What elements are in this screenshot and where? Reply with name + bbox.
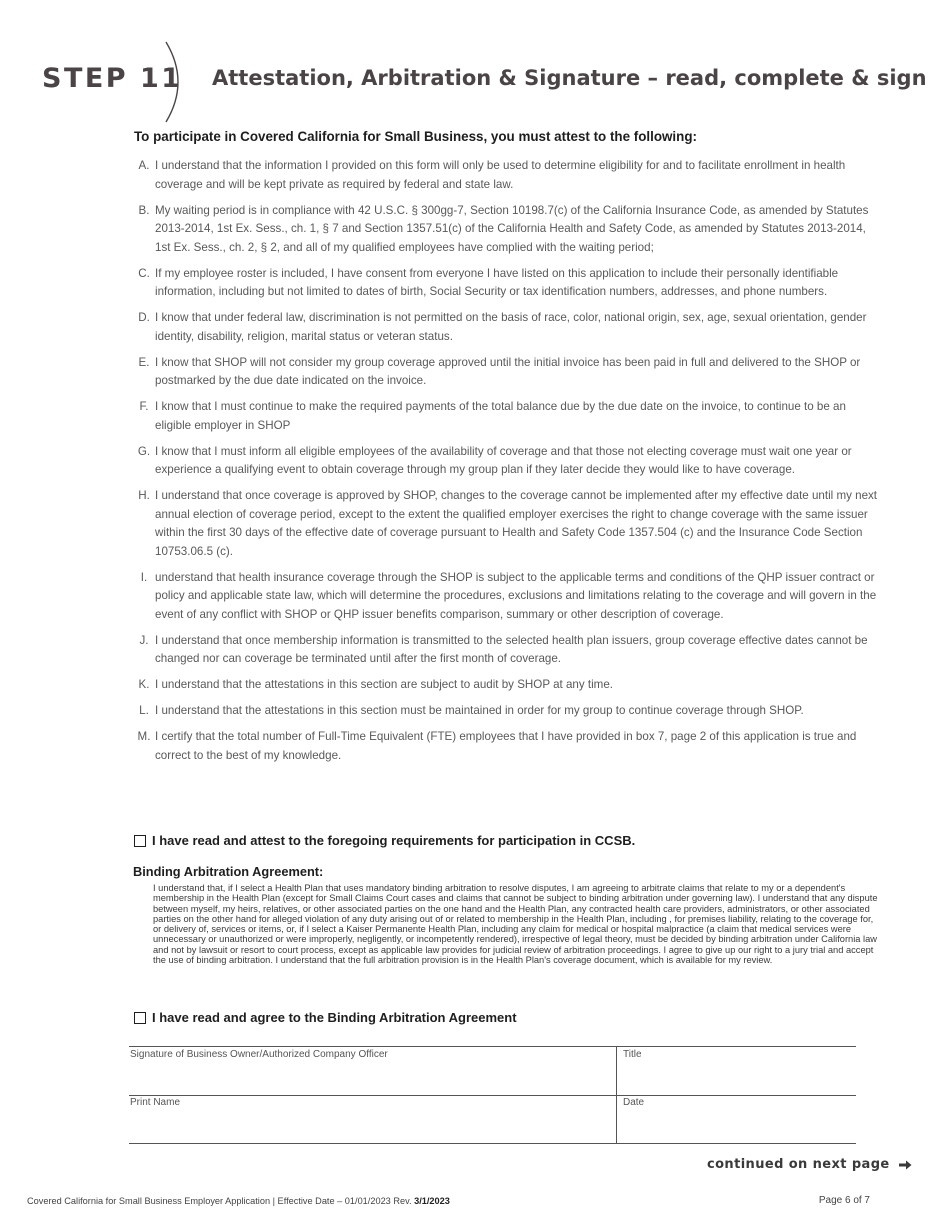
attestation-letter-text: H. xyxy=(138,489,150,502)
arbitration-checkbox[interactable] xyxy=(134,1012,146,1024)
attestation-text: I know that I must continue to make the required payments of the total balance due by the due date on the invoice, to continue to be an eligible employer in SHOP xyxy=(155,400,846,432)
attestation-item xyxy=(126,157,882,194)
attestation-letter xyxy=(126,728,155,765)
attestation-text: I understand that the attestations in this section must be maintained in order for my group to continue coverage through SHOP. xyxy=(155,704,804,717)
attestation-text: If my employee roster is included, I have consent from everyone I have listed on this application to include their personally identifiable information, including but not limited to dates of birth, Social Security or tax identification numbers, addresses, and phone numbers. xyxy=(155,266,839,298)
attestation-item xyxy=(126,398,882,435)
date-field[interactable] xyxy=(616,1095,856,1143)
attestation-text: I know that I must inform all eligible employees of the availability of coverage and that those not electing coverage must wait one year or experience a qualifying event to obtain coverage through my group plan if they later decide they would like to have coverage. xyxy=(155,444,852,476)
attestation-item xyxy=(126,702,882,721)
attestation-text: I understand that once coverage is approved by SHOP, changes to the coverage cannot be implemented after my effective date until my next annual election of coverage period, except to the extent the qualified employer exercises the right to change coverage with the same issuer within the first 30 days of the effective date of coverage pursuant to Health and Safety Code 1357.504 (c) and the Insurance Code Section 10753.06.5 (c). xyxy=(155,489,878,558)
attest-checkbox-row[interactable] xyxy=(134,833,635,848)
attestation-letter-text: D. xyxy=(138,311,150,324)
attestation-letter xyxy=(126,354,155,391)
attestation-item xyxy=(126,354,882,391)
signature-field[interactable] xyxy=(129,1047,616,1095)
page-number: Page 6 of 7 xyxy=(818,1195,870,1206)
attestation-letter xyxy=(126,487,155,561)
print-name-field[interactable] xyxy=(129,1095,616,1143)
attestation-text: I understand that once membership information is transmitted to the selected health plan issuers, group coverage effective dates cannot be changed nor can coverage be terminated until after the first month of coverage. xyxy=(155,633,868,665)
attestation-item xyxy=(126,487,882,561)
attestation-letter xyxy=(126,202,155,258)
attestation-item xyxy=(126,265,882,302)
attestation-letter xyxy=(126,309,155,346)
attestation-letter-text: J. xyxy=(139,633,149,647)
attestation-letter-text: I. xyxy=(140,570,148,584)
arbitration-checkbox-label: I have read and agree to the Binding Arbitration Agreement xyxy=(152,1010,517,1025)
attestation-letter-text: E. xyxy=(138,355,150,369)
attestation-text: understand that health insurance coverage through the SHOP is subject to the applicable terms and conditions of the QHP issuer contract or policy and applicable state law, which will determine the procedures, exclusions and limitations relating to the coverage and will govern in the event of any conflict with SHOP or QHP issuer benefits comparison, summary or other description of coverage. xyxy=(155,570,877,621)
arbitration-title: Binding Arbitration Agreement: xyxy=(133,864,324,879)
step-label: STEP 11 xyxy=(42,63,183,94)
attestation-intro: To participate in Covered California for Small Business, you must attest to the following: xyxy=(134,129,697,144)
signature-label: Signature of Business Owner/Authorized Company Officer xyxy=(130,1049,388,1060)
attestation-item xyxy=(126,676,882,695)
attestation-item xyxy=(126,569,882,625)
attestation-letter-text: F. xyxy=(139,400,149,413)
date-label: Date xyxy=(623,1097,645,1108)
signature-row xyxy=(129,1047,856,1096)
footer-text: Covered California for Small Business Employer Application | Effective Date – 01/01/2023 Rev. xyxy=(27,1196,415,1206)
print-name-row xyxy=(129,1095,856,1144)
attestation-text: I understand that the information I provided on this form will only be used to determine eligibility for and to facilitate enrollment in health coverage and will be kept private as required by federal and state law. xyxy=(155,159,846,191)
attestation-letter-text: L. xyxy=(139,704,149,717)
attestation-item xyxy=(126,728,882,765)
arbitration-checkbox-row[interactable] xyxy=(134,1010,517,1025)
print-name-label: Print Name xyxy=(130,1097,181,1108)
attestation-item xyxy=(126,202,882,258)
attestation-letter-text: M. xyxy=(137,730,151,743)
attestation-letter xyxy=(126,398,155,435)
attestation-item xyxy=(126,309,882,346)
attestation-text: My waiting period is in compliance with 42 U.S.C. § 300gg-7, Section 10198.7(c) of the California Insurance Code, as amended by Statutes 2013-2014, 1st Ex. Sess., ch. 1, § 7 and Section 1357.51(c) of the California Health and Safety Code, as amended by Statutes 2013-2014, 1st Ex. Sess., ch. 2, § 2, and all of my qualified employees have complied with the waiting period; xyxy=(155,203,869,254)
attestation-list xyxy=(126,157,882,773)
attestation-text: I know that under federal law, discrimination is not permitted on the basis of race, color, national origin, sex, age, sexual orientation, gender identity, disability, religion, marital status or veteran status. xyxy=(155,311,867,343)
attestation-text: I understand that the attestations in this section are subject to audit by SHOP at any time. xyxy=(155,678,613,691)
signature-block xyxy=(129,1046,856,1144)
title-label: Title xyxy=(623,1049,642,1060)
attest-checkbox[interactable] xyxy=(134,835,146,847)
continued-text: continued on next page xyxy=(707,1157,890,1172)
title-field[interactable] xyxy=(616,1047,856,1095)
footer-rev-date: 3/1/2023 xyxy=(414,1196,450,1206)
attest-checkbox-label: I have read and attest to the foregoing requirements for participation in CCSB. xyxy=(152,833,636,848)
page-title: Attestation, Arbitration & Signature – read, complete & sign xyxy=(212,66,927,90)
attestation-letter-text: A. xyxy=(138,159,150,172)
attestation-item xyxy=(126,632,882,669)
attestation-letter-text: G. xyxy=(137,444,151,458)
attestation-letter xyxy=(126,569,155,625)
attestation-text: I certify that the total number of Full-Time Equivalent (FTE) employees that I have provided in box 7, page 2 of this application is true and correct to the best of my knowledge. xyxy=(155,730,857,762)
arbitration-text: I understand that, if I select a Health Plan that uses mandatory binding arbitration to resolve disputes, I am agreeing to arbitrate claims that relate to my or a dependent's membership in the Health Plan (except for Small Claims Court cases and claims that cannot be subject to binding arbitration under governing law). I understand that any dispute between myself, my heirs, relatives, or other associated parties on the one hand and the Health Plan, any contracted health care providers, administrators, or other associated parties on the other hand for alleged violation of any duty arising out of or related to membership in the Health Plan, including , for premises liability, relating to the coverage for, or delivery of, services or items, or, if I select a Kaiser Permanente Health Plan, including any claim for medical or hospital malpractice (a claim that medical services were unnecessary or unauthorized or were improperly, negligently, or incompetently rendered), irrespective of legal theory, must be decided by binding arbitration under California law and not by lawsuit or resort to court process, except as applicable law provides for judicial review of arbitration proceedings. I agree to give up our right to a jury trial and accept the use of binding arbitration. I understand that the full arbitration provision is in the Health Plan's coverage document, which is available for my review. xyxy=(153,883,878,966)
attestation-text: I know that SHOP will not consider my group coverage approved until the initial invoice has been paid in full and delivered to the SHOP or postmarked by the due date indicated on the invoice. xyxy=(155,355,861,387)
attestation-letter xyxy=(126,632,155,669)
attestation-letter xyxy=(126,676,155,695)
footer-document-info xyxy=(27,1196,450,1206)
attestation-letter xyxy=(126,702,155,721)
attestation-letter xyxy=(126,265,155,302)
attestation-letter xyxy=(126,157,155,194)
arrow-right-icon xyxy=(899,1160,912,1170)
attestation-letter xyxy=(126,443,155,480)
attestation-letter-text: B. xyxy=(138,203,150,217)
attestation-letter-text: C. xyxy=(138,266,150,280)
step-bracket-divider xyxy=(160,40,190,124)
attestation-letter-text: K. xyxy=(138,678,150,691)
attestation-item xyxy=(126,443,882,480)
continued-note xyxy=(707,1157,912,1172)
